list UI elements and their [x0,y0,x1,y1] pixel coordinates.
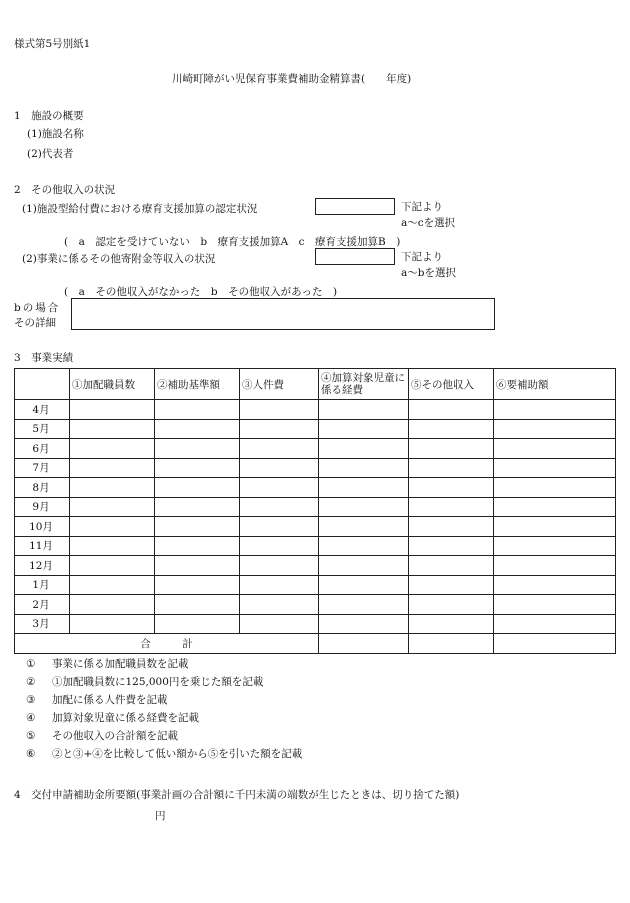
data-cell[interactable] [155,556,240,576]
month-label: 5月 [15,419,70,439]
support-certification-label: (1)施設型給付費における療育支援加算の認定状況 [22,203,258,215]
month-label: 8月 [15,478,70,498]
data-cell[interactable] [494,478,616,498]
note-text: 加算対象児童に係る経費を記載 [52,712,199,724]
column-header-child-expenses: ④加算対象児童に係る経費 [319,369,409,400]
note-text: ②と③+④を比較して低い額から⑤を引いた額を記載 [52,748,303,760]
data-cell[interactable] [319,439,409,459]
section1-heading: 1 施設の概要 [14,110,84,122]
data-cell[interactable] [240,517,319,537]
data-cell[interactable] [155,439,240,459]
data-cell[interactable] [240,497,319,517]
yen-unit: 円 [155,810,166,822]
data-cell[interactable] [409,419,494,439]
notes-list [26,655,302,763]
data-cell[interactable] [70,419,155,439]
data-cell[interactable] [494,400,616,420]
note-item [26,709,302,727]
data-cell[interactable] [240,595,319,615]
note-item [26,727,302,745]
data-cell[interactable] [70,478,155,498]
column-header-required-subsidy: ⑥要補助額 [494,369,616,400]
month-label: 1月 [15,575,70,595]
note-item [26,655,302,673]
month-label: 4月 [15,400,70,420]
table-row [15,400,616,420]
section4-heading: 4 交付申請補助金所要額(事業計画の合計額に千円未満の端数が生じたときは、切り捨てた額) [14,789,460,801]
data-cell[interactable] [409,536,494,556]
month-label: 2月 [15,595,70,615]
note-text: その他収入の合計額を記載 [52,730,178,742]
data-cell[interactable] [70,517,155,537]
data-cell[interactable] [409,497,494,517]
month-label: 12月 [15,556,70,576]
data-cell[interactable] [70,400,155,420]
note-item [26,673,302,691]
data-cell[interactable] [494,497,616,517]
column-header-personnel-cost: ③人件費 [240,369,319,400]
month-label: 10月 [15,517,70,537]
note-item [26,745,302,763]
section2-heading: 2 その他収入の状況 [14,184,116,196]
column-header-other-income: ⑤その他収入 [409,369,494,400]
data-cell[interactable] [494,556,616,576]
data-cell[interactable] [319,595,409,615]
data-cell[interactable] [319,556,409,576]
data-cell[interactable] [70,614,155,634]
support-certification-options: ( a 認定を受けていない b 療育支援加算A c 療育支援加算B ) [64,236,401,248]
data-cell[interactable] [409,458,494,478]
support-certification-note-1: 下記より [401,201,443,213]
detail-label-2: その詳細 [14,317,56,329]
table-row [15,595,616,615]
representative-label: (2)代表者 [27,148,74,160]
table-row [15,575,616,595]
table-header-row [15,369,616,400]
data-cell[interactable] [319,497,409,517]
note-item [26,691,302,709]
total-label: 合 計 [15,634,319,654]
table-row [15,497,616,517]
month-label: 3月 [15,614,70,634]
data-cell[interactable] [409,478,494,498]
total-cell[interactable] [494,634,616,654]
data-cell[interactable] [155,458,240,478]
data-cell[interactable] [70,595,155,615]
data-cell[interactable] [494,536,616,556]
facility-name-label: (1)施設名称 [27,128,84,140]
data-cell[interactable] [319,458,409,478]
donation-income-note-2: a〜bを選択 [401,267,456,279]
data-cell[interactable] [319,517,409,537]
data-cell[interactable] [319,419,409,439]
data-cell[interactable] [409,595,494,615]
month-label: 7月 [15,458,70,478]
data-cell[interactable] [319,614,409,634]
detail-textarea[interactable] [71,298,495,330]
data-cell[interactable] [494,419,616,439]
data-cell[interactable] [240,614,319,634]
data-cell[interactable] [319,478,409,498]
column-header-base-amount: ②補助基準額 [155,369,240,400]
donation-income-note-1: 下記より [401,251,443,263]
data-cell[interactable] [494,595,616,615]
column-header-blank [15,369,70,400]
form-id: 様式第5号別紙1 [14,38,91,50]
data-cell[interactable] [70,536,155,556]
section3-heading: 3 事業実績 [14,352,74,364]
note-number: ⑥ [26,748,36,760]
note-number: ③ [26,694,36,706]
data-cell[interactable] [409,517,494,537]
data-cell[interactable] [155,536,240,556]
donation-income-label: (2)事業に係るその他寄附金等収入の状況 [22,253,216,265]
data-cell[interactable] [494,517,616,537]
data-cell[interactable] [409,575,494,595]
table-row [15,439,616,459]
data-cell[interactable] [155,614,240,634]
note-text: ①加配職員数に125,000円を乗じた額を記載 [52,676,264,688]
data-cell[interactable] [155,478,240,498]
total-cell[interactable] [319,634,409,654]
month-label: 6月 [15,439,70,459]
data-cell[interactable] [70,497,155,517]
support-certification-note-2: a〜cを選択 [401,217,456,229]
data-cell[interactable] [494,614,616,634]
table-row [15,614,616,634]
column-header-staff-count: ①加配職員数 [70,369,155,400]
data-cell[interactable] [494,575,616,595]
results-table [14,368,616,654]
month-label: 9月 [15,497,70,517]
month-label: 11月 [15,536,70,556]
data-cell[interactable] [240,575,319,595]
data-cell[interactable] [494,439,616,459]
data-cell[interactable] [409,556,494,576]
data-cell[interactable] [155,595,240,615]
note-number: ⑤ [26,730,36,742]
data-cell[interactable] [155,497,240,517]
data-cell[interactable] [409,439,494,459]
data-cell[interactable] [240,419,319,439]
data-cell[interactable] [155,575,240,595]
data-cell[interactable] [240,458,319,478]
table-row [15,556,616,576]
data-cell[interactable] [155,400,240,420]
table-row [15,478,616,498]
data-cell[interactable] [240,556,319,576]
donation-income-input[interactable] [315,248,395,265]
data-cell[interactable] [70,575,155,595]
data-cell[interactable] [70,556,155,576]
data-cell[interactable] [319,536,409,556]
note-text: 加配に係る人件費を記載 [52,694,168,706]
note-text: 事業に係る加配職員数を記載 [52,658,189,670]
data-cell[interactable] [319,575,409,595]
total-cell[interactable] [409,634,494,654]
note-number: ① [26,658,36,670]
detail-label-1: bの場合 [14,302,61,314]
data-cell[interactable] [70,439,155,459]
table-row [15,536,616,556]
data-cell[interactable] [155,419,240,439]
data-cell[interactable] [240,439,319,459]
note-number: ② [26,676,36,688]
table-row [15,458,616,478]
data-cell[interactable] [70,458,155,478]
data-cell[interactable] [155,517,240,537]
table-row [15,517,616,537]
data-cell[interactable] [409,614,494,634]
donation-income-options: ( a その他収入がなかった b その他収入があった ) [64,286,338,298]
data-cell[interactable] [240,536,319,556]
page-title: 川崎町障がい児保育事業費補助金精算書( 年度) [172,73,412,85]
data-cell[interactable] [494,458,616,478]
note-number: ④ [26,712,36,724]
table-row [15,419,616,439]
data-cell[interactable] [240,478,319,498]
total-row [15,634,616,654]
data-cell[interactable] [319,400,409,420]
data-cell[interactable] [409,400,494,420]
data-cell[interactable] [240,400,319,420]
support-certification-input[interactable] [315,198,395,215]
